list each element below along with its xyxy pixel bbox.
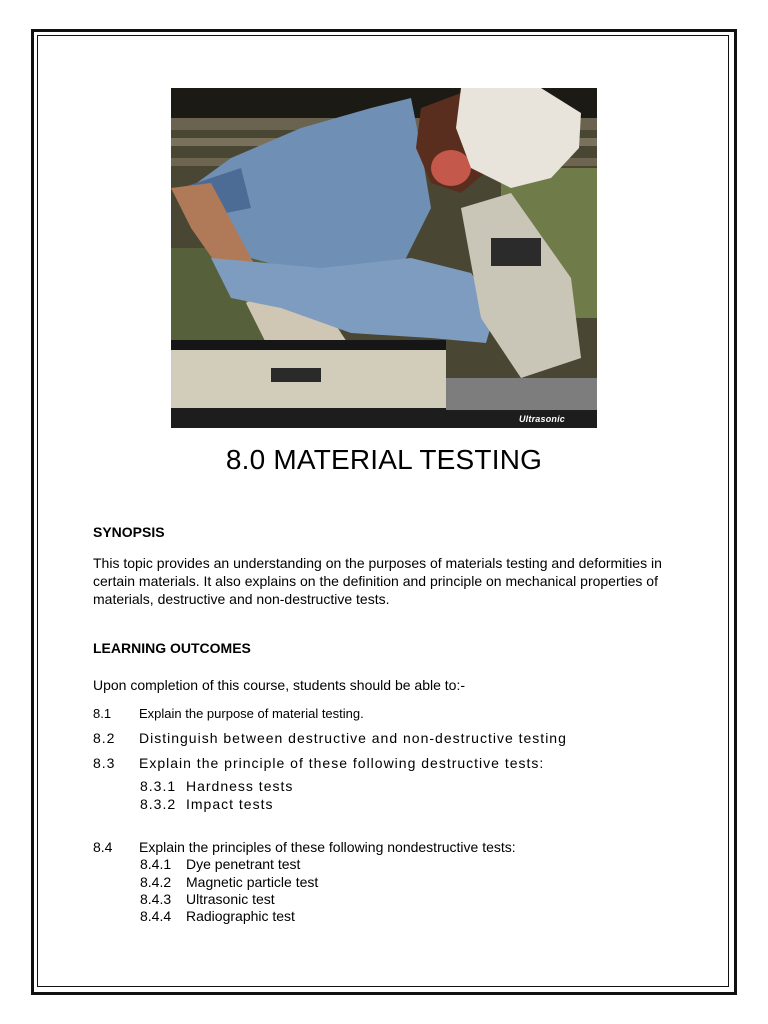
- page-title: 8.0 MATERIAL TESTING: [225, 444, 543, 475]
- outcome-text: Explain the principles of these following nondestructive tests:: [139, 839, 516, 855]
- cover-photo: [171, 88, 597, 428]
- outcome-text: Explain the principle of these following destructive tests:: [139, 755, 545, 771]
- sub-outcome-number: 8.4.4: [140, 908, 172, 924]
- sub-outcome-number: 8.3.2: [140, 796, 177, 812]
- sub-outcome-number: 8.4.2: [140, 874, 172, 890]
- outcome-text: Distinguish between destructive and non-destructive testing: [139, 730, 567, 746]
- sub-outcome-text: Ultrasonic test: [186, 891, 275, 907]
- sub-outcome-text: Impact tests: [186, 796, 274, 812]
- outcomes-intro: Upon completion of this course, students should be able to:-: [93, 677, 465, 693]
- cover-photo-illustration: [171, 88, 597, 428]
- sub-outcome-text: Hardness tests: [186, 778, 294, 794]
- synopsis-body: This topic provides an understanding on the purposes of materials testing and deformities in certain materials. It also explains on the definition and principle on mechanical properties of materials, destructive and non-destructive tests.: [93, 555, 662, 607]
- outcome-text: Explain the purpose of material testing.: [139, 706, 364, 721]
- sub-outcome-number: 8.4.1: [140, 856, 172, 872]
- outcome-number: 8.4: [93, 839, 113, 855]
- sub-outcome-text: Radiographic test: [186, 908, 295, 924]
- outcome-number: 8.3: [93, 755, 116, 771]
- photo-caption: Ultrasonic: [518, 414, 565, 424]
- outcome-number: 8.2: [93, 730, 116, 746]
- sub-outcome-text: Magnetic particle test: [186, 874, 319, 890]
- outcome-number: 8.1: [93, 706, 112, 721]
- synopsis-heading: SYNOPSIS: [93, 524, 165, 540]
- sub-outcome-number: 8.3.1: [140, 778, 177, 794]
- learning-outcomes-heading: LEARNING OUTCOMES: [93, 640, 251, 656]
- sub-outcome-text: Dye penetrant test: [186, 856, 301, 872]
- sub-outcome-number: 8.4.3: [140, 891, 172, 907]
